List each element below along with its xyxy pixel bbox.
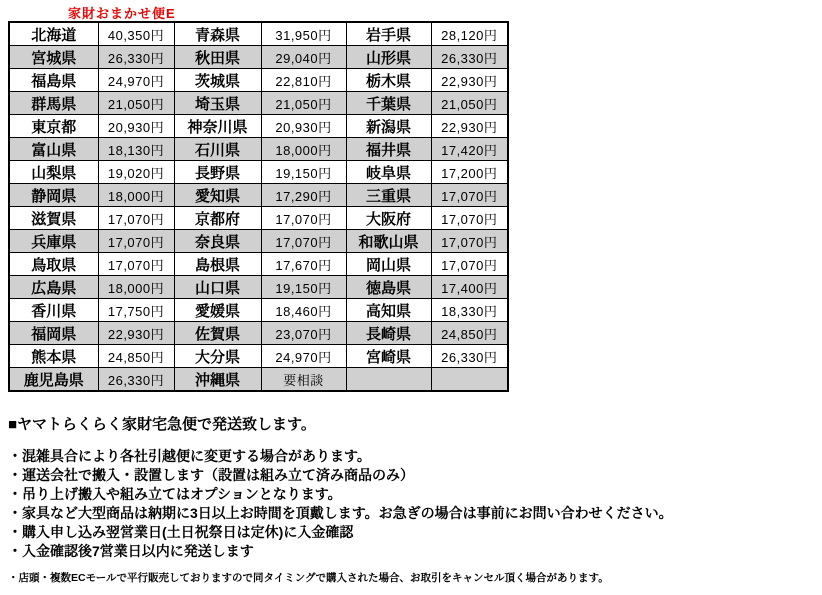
prefecture-cell: 三重県 bbox=[346, 184, 431, 207]
table-row bbox=[9, 253, 508, 276]
table-row bbox=[9, 69, 508, 92]
table-row bbox=[9, 161, 508, 184]
prefecture-cell: 奈良県 bbox=[174, 230, 261, 253]
note-bullet: ・家具など大型商品は納期に3日以上お時間を頂戴します。お急ぎの場合は事前にお問い合わせください。 bbox=[8, 505, 673, 521]
prefecture-cell: 静岡県 bbox=[9, 184, 98, 207]
fee-cell: 17,070円 bbox=[431, 253, 508, 276]
note-bullet: ・吊り上げ搬入や組み立てはオプションとなります。 bbox=[8, 486, 342, 502]
fee-cell: 18,000円 bbox=[98, 184, 174, 207]
prefecture-cell: 岩手県 bbox=[346, 22, 431, 46]
fee-cell: 19,150円 bbox=[261, 276, 346, 299]
prefecture-cell: 熊本県 bbox=[9, 345, 98, 368]
note-bullet: ・入金確認後7営業日以内に発送します bbox=[8, 543, 254, 559]
fee-cell: 40,350円 bbox=[98, 22, 174, 46]
prefecture-cell: 岐阜県 bbox=[346, 161, 431, 184]
fee-cell: 26,330円 bbox=[431, 345, 508, 368]
fee-cell: 22,930円 bbox=[431, 115, 508, 138]
note-bullet: ・購入申し込み翌営業日(土日祝祭日は定休)に入金確認 bbox=[8, 524, 354, 540]
fee-cell: 22,930円 bbox=[98, 322, 174, 345]
prefecture-cell: 愛媛県 bbox=[174, 299, 261, 322]
prefecture-cell: 徳島県 bbox=[346, 276, 431, 299]
prefecture-cell: 神奈川県 bbox=[174, 115, 261, 138]
fee-cell: 18,000円 bbox=[261, 138, 346, 161]
prefecture-cell: 千葉県 bbox=[346, 92, 431, 115]
notes-small-note: ・店頭・複数ECモールで平行販売しておりますので同タイミングで購入された場合、お取引をキャンセル頂く場合があります。 bbox=[8, 572, 609, 584]
fee-cell: 24,850円 bbox=[431, 322, 508, 345]
notes-section bbox=[8, 413, 816, 585]
prefecture-cell: 茨城県 bbox=[174, 69, 261, 92]
prefecture-cell: 長崎県 bbox=[346, 322, 431, 345]
fee-cell: 26,330円 bbox=[431, 46, 508, 69]
fee-cell: 17,070円 bbox=[98, 207, 174, 230]
shipping-fee-table-body bbox=[9, 22, 508, 391]
fee-cell: 19,020円 bbox=[98, 161, 174, 184]
prefecture-cell: 沖縄県 bbox=[174, 368, 261, 392]
table-row bbox=[9, 115, 508, 138]
prefecture-cell: 鹿児島県 bbox=[9, 368, 98, 392]
fee-cell: 17,070円 bbox=[431, 184, 508, 207]
fee-cell: 17,070円 bbox=[261, 230, 346, 253]
fee-cell: 26,330円 bbox=[98, 46, 174, 69]
prefecture-cell: 福井県 bbox=[346, 138, 431, 161]
fee-cell: 22,930円 bbox=[431, 69, 508, 92]
prefecture-cell: 福島県 bbox=[9, 69, 98, 92]
fee-cell bbox=[431, 368, 508, 392]
fee-cell: 21,050円 bbox=[98, 92, 174, 115]
notes-bullets bbox=[8, 447, 816, 561]
prefecture-cell: 滋賀県 bbox=[9, 207, 98, 230]
fee-cell: 22,810円 bbox=[261, 69, 346, 92]
prefecture-cell: 高知県 bbox=[346, 299, 431, 322]
prefecture-cell: 愛知県 bbox=[174, 184, 261, 207]
fee-cell: 29,040円 bbox=[261, 46, 346, 69]
table-row bbox=[9, 138, 508, 161]
table-row bbox=[9, 22, 508, 46]
fee-cell: 17,070円 bbox=[431, 207, 508, 230]
prefecture-cell: 群馬県 bbox=[9, 92, 98, 115]
prefecture-cell: 福岡県 bbox=[9, 322, 98, 345]
fee-cell: 18,130円 bbox=[98, 138, 174, 161]
prefecture-cell: 北海道 bbox=[9, 22, 98, 46]
table-row bbox=[9, 92, 508, 115]
prefecture-cell: 埼玉県 bbox=[174, 92, 261, 115]
prefecture-cell: 新潟県 bbox=[346, 115, 431, 138]
table-row bbox=[9, 322, 508, 345]
prefecture-cell: 宮城県 bbox=[9, 46, 98, 69]
prefecture-cell: 京都府 bbox=[174, 207, 261, 230]
prefecture-cell: 和歌山県 bbox=[346, 230, 431, 253]
prefecture-cell: 佐賀県 bbox=[174, 322, 261, 345]
fee-cell: 18,460円 bbox=[261, 299, 346, 322]
fee-cell: 17,070円 bbox=[261, 207, 346, 230]
fee-cell: 26,330円 bbox=[98, 368, 174, 392]
prefecture-cell: 香川県 bbox=[9, 299, 98, 322]
fee-cell: 24,970円 bbox=[261, 345, 346, 368]
fee-cell: 24,970円 bbox=[98, 69, 174, 92]
prefecture-cell bbox=[346, 368, 431, 392]
shipping-fee-table bbox=[8, 21, 509, 392]
fee-cell: 20,930円 bbox=[261, 115, 346, 138]
fee-cell: 20,930円 bbox=[98, 115, 174, 138]
prefecture-cell: 山梨県 bbox=[9, 161, 98, 184]
fee-cell: 17,200円 bbox=[431, 161, 508, 184]
prefecture-cell: 宮崎県 bbox=[346, 345, 431, 368]
prefecture-cell: 大分県 bbox=[174, 345, 261, 368]
note-bullet: ・運送会社で搬入・設置します（設置は組み立て済み商品のみ） bbox=[8, 467, 414, 483]
prefecture-cell: 石川県 bbox=[174, 138, 261, 161]
prefecture-cell: 栃木県 bbox=[346, 69, 431, 92]
prefecture-cell: 東京都 bbox=[9, 115, 98, 138]
prefecture-cell: 青森県 bbox=[174, 22, 261, 46]
fee-cell: 17,750円 bbox=[98, 299, 174, 322]
fee-cell: 31,950円 bbox=[261, 22, 346, 46]
service-title: 家財おまかせ便E bbox=[68, 6, 176, 21]
fee-cell: 17,670円 bbox=[261, 253, 346, 276]
fee-cell: 17,070円 bbox=[98, 253, 174, 276]
table-row bbox=[9, 276, 508, 299]
fee-cell: 18,000円 bbox=[98, 276, 174, 299]
note-bullet: ・混雑具合により各社引越便に変更する場合があります。 bbox=[8, 448, 371, 464]
table-row bbox=[9, 368, 508, 392]
prefecture-cell: 兵庫県 bbox=[9, 230, 98, 253]
fee-cell: 23,070円 bbox=[261, 322, 346, 345]
prefecture-cell: 秋田県 bbox=[174, 46, 261, 69]
prefecture-cell: 大阪府 bbox=[346, 207, 431, 230]
notes-heading: ■ヤマトらくらく家財宅急便で発送致します。 bbox=[8, 416, 316, 433]
fee-cell: 21,050円 bbox=[431, 92, 508, 115]
fee-cell: 21,050円 bbox=[261, 92, 346, 115]
fee-cell: 28,120円 bbox=[431, 22, 508, 46]
fee-cell: 24,850円 bbox=[98, 345, 174, 368]
table-row bbox=[9, 207, 508, 230]
table-row bbox=[9, 46, 508, 69]
prefecture-cell: 広島県 bbox=[9, 276, 98, 299]
prefecture-cell: 長野県 bbox=[174, 161, 261, 184]
fee-cell: 18,330円 bbox=[431, 299, 508, 322]
prefecture-cell: 岡山県 bbox=[346, 253, 431, 276]
prefecture-cell: 鳥取県 bbox=[9, 253, 98, 276]
fee-cell: 17,420円 bbox=[431, 138, 508, 161]
fee-cell: 19,150円 bbox=[261, 161, 346, 184]
fee-cell: 17,400円 bbox=[431, 276, 508, 299]
fee-cell: 17,290円 bbox=[261, 184, 346, 207]
table-row bbox=[9, 299, 508, 322]
prefecture-cell: 山口県 bbox=[174, 276, 261, 299]
table-row bbox=[9, 230, 508, 253]
prefecture-cell: 島根県 bbox=[174, 253, 261, 276]
table-row bbox=[9, 184, 508, 207]
fee-cell: 要相談 bbox=[261, 368, 346, 392]
fee-cell: 17,070円 bbox=[98, 230, 174, 253]
table-row bbox=[9, 345, 508, 368]
fee-cell: 17,070円 bbox=[431, 230, 508, 253]
prefecture-cell: 山形県 bbox=[346, 46, 431, 69]
prefecture-cell: 富山県 bbox=[9, 138, 98, 161]
